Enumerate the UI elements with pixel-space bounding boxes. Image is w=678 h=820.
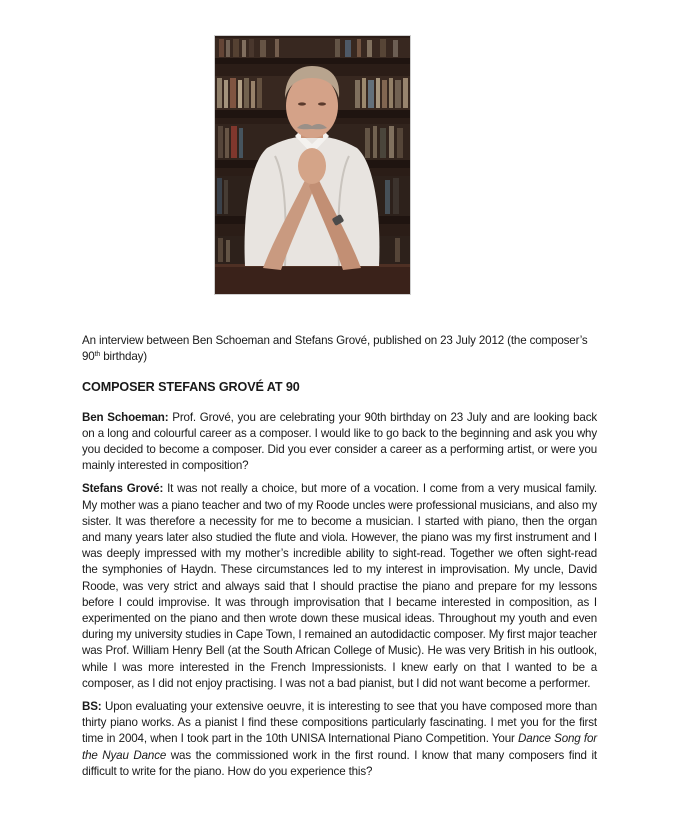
paragraph-text: It was not really a choice, but more of a vocation. I come from a very musical family. My mother was a piano teacher and two of my Roode uncles were professional musicians, and also my sister. It was therefore a necessity for me to become a musician. I started with piano, then the organ and many years later also studied the flute and viola. However, the piano was my first instrument and I was deeply impressed with my mother’s incredible ability to sight-read. Together we often sight-read the symphonies of Haydn. These circumstances led to my interest in improvisation. My uncle, David Roode, was very strict and always said that I should practise the piano and prepare for my lessons before I could improvise. It was through improvisation that I became interested in composition, as I experimented on the piano and then wrote down these musical ideas. Throughout my youth and even during my university studies in Cape Town, I remained an autodidactic composer. My first major teacher was Prof. William Henry Bell (at the South African College of Music). He was very British in his outlook, while I was more interested in the French Impressionists. I knew early on that I wanted to be a composer, as I did not enjoy practising. I was not a bad pianist, but I did not want become a performer.: [82, 482, 597, 690]
ordinal-suffix: th: [94, 351, 101, 359]
portrait-image: [215, 36, 410, 294]
paragraph-text: Upon evaluating your extensive oeuvre, it is interesting to see that you have composed more than thirty piano works. As a pianist I find these compositions particularly fascinating. I met you for the first time in 2004, when I took part in the 10th UNISA International Piano Competition. Your: [82, 700, 597, 746]
article-heading: COMPOSER STEFANS GROVÉ AT 90: [82, 380, 300, 395]
paragraph-text: Prof. Grové, you are celebrating your 90th birthday on 23 July and are looking back on a long and colourful career as a composer. I would like to go back to the beginning and ask you why you decided to become a composer. Did you ever consider a career as a performing artist, or were you mainly interested in composition?: [82, 410, 597, 473]
work-title: Dance Song for the Nyau Dance: [82, 732, 598, 762]
speaker-label: BS:: [82, 700, 102, 714]
article-body: [82, 333, 597, 787]
intro-text-end: birthday): [100, 350, 147, 364]
intro-line: [82, 333, 597, 365]
paragraph-text-end: was the commissioned work in the first round. I know that many composers find it difficult to write for the piano. How do you experience this?: [82, 748, 597, 778]
interview-paragraph: [82, 699, 597, 780]
interview-paragraph: [82, 410, 597, 475]
speaker-label: Stefans Grové:: [82, 482, 164, 496]
portrait-photo: [215, 36, 410, 294]
speaker-label: Ben Schoeman:: [82, 410, 169, 424]
interview-paragraph: [82, 481, 597, 692]
intro-text: An interview between Ben Schoeman and Stefans Grové, published on 23 July 2012 (the composer’s 90: [82, 334, 588, 364]
